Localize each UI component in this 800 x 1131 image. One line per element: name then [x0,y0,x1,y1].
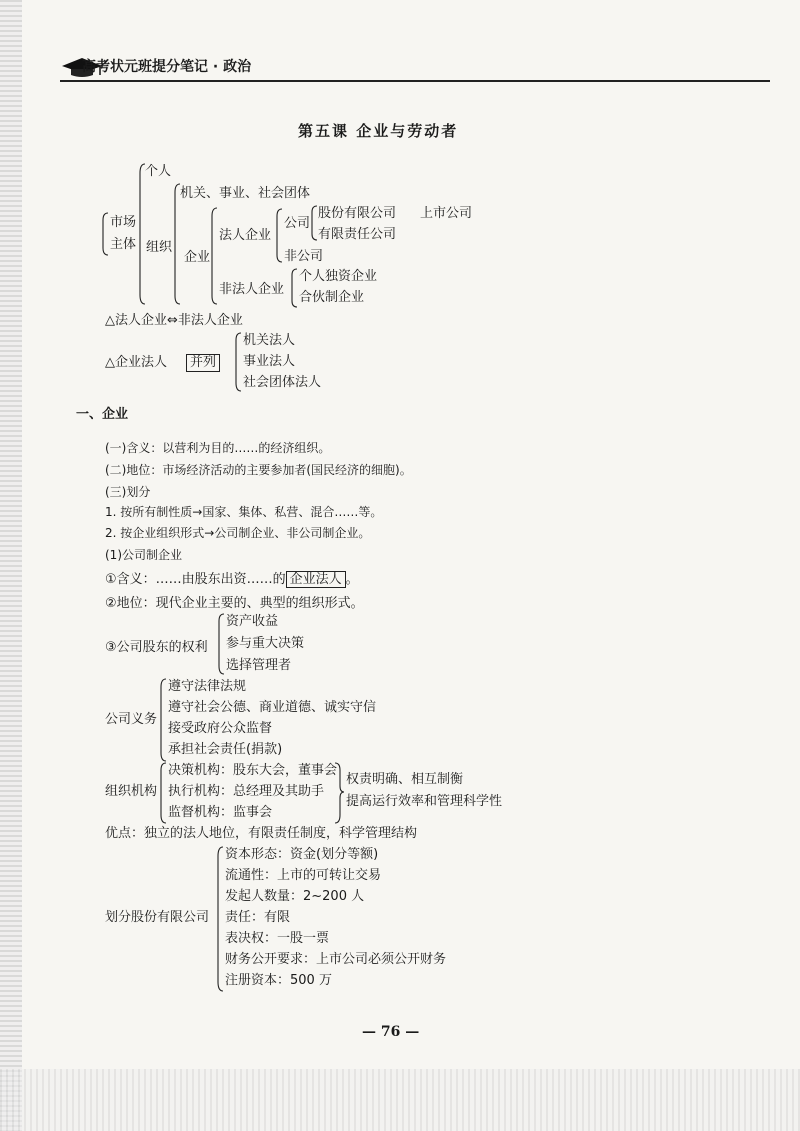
company-duties-label: 公司义务 [105,712,158,727]
scan-left-edge [0,0,22,1131]
tree-joint-stock: 股份有限公司 [318,206,397,221]
company-duty-3: 接受政府公众监督 [168,721,273,736]
bracket-subject [137,163,147,305]
bracket-joint-stock [215,846,225,992]
scan-bottom-edge [0,1069,800,1131]
tree-person: 个人 [145,164,172,179]
joint-stock-item-5: 表决权：一股一票 [225,931,330,946]
org-structure-label: 组织机构 [105,784,158,799]
joint-stock-item-7: 注册资本：500 万 [225,973,332,988]
page-number: — 76 — [362,1024,420,1040]
joint-stock-label: 划分股份有限公司 [105,910,210,925]
joint-stock-item-4: 责任：有限 [225,910,291,925]
company-meaning-prefix: ①含义：……由股东出资……的 [105,572,286,587]
bracket-shareholder-rights [216,613,226,675]
bracket-non-legal [289,268,299,308]
joint-stock-item-6: 财务公开要求：上市公司必须公开财务 [225,952,447,967]
bracket-legal-enterprise [274,208,284,263]
org-structure-result-1: 权责明确、相互制衡 [346,772,464,787]
joint-stock-item-3: 发起人数量：2~200 人 [225,889,365,904]
line-division: (三)划分 [105,485,151,499]
parallel-tag: 并列 [186,354,220,372]
tree-limited: 有限责任公司 [318,227,397,242]
shareholder-rights-label: ③公司股东的权利 [105,640,208,655]
legal-person-label: △企业法人 [105,355,167,370]
tree-root-line1: 市场 [110,215,137,230]
line-company-system: (1)公司制企业 [105,548,182,562]
bracket-legal-person [233,332,243,392]
shareholder-right-2: 参与重大决策 [226,636,305,651]
lesson-title: 第五课 企业与劳动者 [298,122,459,140]
bracket-company-duties [158,678,168,762]
tree-sole-proprietor: 个人独资企业 [299,269,378,284]
joint-stock-item-1: 资本形态：资金(划分等额) [225,847,379,862]
line-by-ownership: 1. 按所有制性质→国家、集体、私营、混合……等。 [105,505,383,519]
tree-institutions: 机关、事业、社会团体 [180,186,311,201]
line-status: (二)地位：市场经济活动的主要参加者(国民经济的细胞)。 [105,463,412,477]
section1-title: 一、企业 [76,407,129,422]
tree-listed: 上市公司 [420,206,473,221]
bracket-org-structure-left [158,762,168,824]
tree-organization: 组织 [146,240,173,255]
tree-non-legal-enterprise: 非法人企业 [219,282,285,297]
org-structure-item-3: 监督机构：监事会 [168,805,273,820]
note-legal-vs-nonlegal: △法人企业⇔非法人企业 [105,313,243,328]
org-structure-item-1: 决策机构：股东大会，董事会 [168,763,338,778]
tree-legal-person-enterprise: 法人企业 [219,228,272,243]
advantage-line: 优点：独立的法人地位，有限责任制度，科学管理结构 [105,826,418,841]
bracket-enterprise [209,207,219,305]
company-meaning-boxed: 企业法人 [286,571,346,588]
legal-person-item-3: 社会团体法人 [243,375,322,390]
line-by-org-form: 2. 按企业组织形式→公司制企业、非公司制企业。 [105,526,371,540]
company-duty-4: 承担社会责任(捐款) [168,742,283,757]
line-company-meaning [105,572,359,588]
line-company-status: ②地位：现代企业主要的、典型的组织形式。 [105,596,364,611]
tree-enterprise: 企业 [184,250,211,265]
bracket-org-structure-right [333,762,343,824]
shareholder-right-1: 资产收益 [226,614,279,629]
tree-company: 公司 [284,216,311,231]
tree-non-company: 非公司 [284,249,324,264]
org-structure-item-2: 执行机构：总经理及其助手 [168,784,325,799]
company-duty-1: 遵守法律法规 [168,679,247,694]
running-header: 高考状元班提分笔记 · 政治 [82,59,252,75]
bracket-market [100,212,110,256]
legal-person-item-1: 机关法人 [243,333,296,348]
joint-stock-item-2: 流通性：上市的可转让交易 [225,868,382,883]
company-duty-2: 遵守社会公德、商业道德、诚实守信 [168,700,377,715]
line-meaning: (一)含义：以营利为目的……的经济组织。 [105,441,331,455]
header-rule [60,80,770,82]
legal-person-item-2: 事业法人 [243,354,296,369]
org-structure-result-2: 提高运行效率和管理科学性 [346,794,503,809]
shareholder-right-3: 选择管理者 [226,658,292,673]
tree-partnership: 合伙制企业 [299,290,365,305]
company-meaning-suffix: 。 [345,572,359,587]
tree-root-line2: 主体 [110,237,137,252]
